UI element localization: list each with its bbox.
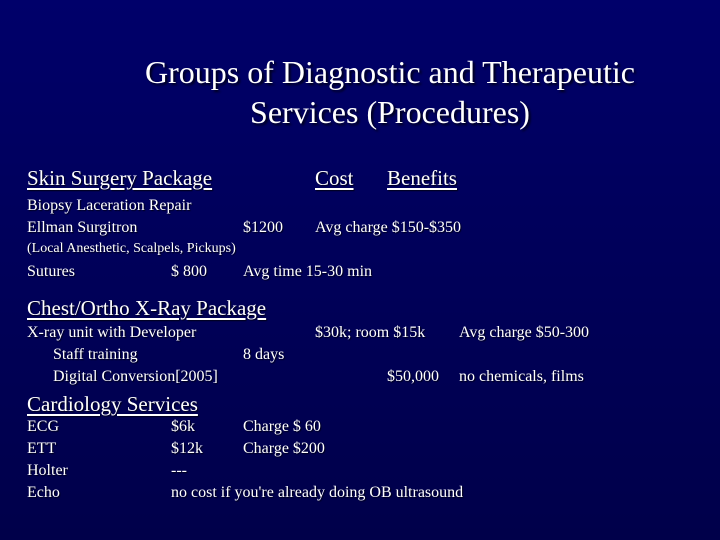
skin-ellman-benefit: Avg charge $150-$350 <box>315 219 462 236</box>
skin-line-biopsy: Biopsy Laceration Repair <box>27 197 192 214</box>
cardio-row-ett-benefit: Charge $200 <box>243 440 325 457</box>
cardio-row-holter-cost: --- <box>171 462 187 479</box>
cardio-row-ecg-cost: $6k <box>171 418 195 435</box>
cardio-row-ecg-item: ECG <box>27 418 59 435</box>
skin-line-anesthetic: (Local Anesthetic, Scalpels, Pickups) <box>27 241 236 256</box>
cost-column-header: Cost <box>315 166 354 190</box>
xray-row-training: Staff training <box>53 346 138 363</box>
skin-ellman-cost: $1200 <box>243 219 283 236</box>
xray-digital-benefit: no chemicals, films <box>459 368 584 385</box>
skin-line-sutures: Sutures <box>27 263 75 280</box>
xray-digital-cost: $50,000 <box>387 368 439 385</box>
slide-title-line-2: Services (Procedures) <box>250 94 530 130</box>
skin-line-ellman: Ellman Surgitron <box>27 219 138 236</box>
benefits-column-header: Benefits <box>387 166 457 190</box>
slide-title-line-1: Groups of Diagnostic and Therapeutic <box>145 54 635 90</box>
skin-surgery-heading: Skin Surgery Package <box>27 166 213 190</box>
skin-sutures-benefit: Avg time 15-30 min <box>243 263 373 280</box>
cardiology-heading: Cardiology Services <box>27 392 198 416</box>
slide-title <box>100 52 680 132</box>
xray-unit-cost: $30k; room $15k <box>315 324 426 341</box>
cardio-row-ett-cost: $12k <box>171 440 203 457</box>
xray-training-value: 8 days <box>243 346 285 363</box>
skin-sutures-cost: $ 800 <box>171 263 207 280</box>
xray-unit-benefit: Avg charge $50-300 <box>459 324 590 341</box>
cardio-row-ecg-benefit: Charge $ 60 <box>243 418 321 435</box>
cardio-row-echo-cost: no cost if you're already doing OB ultrasound <box>171 484 464 501</box>
cardio-row-holter-item: Holter <box>27 462 68 479</box>
xray-row-unit: X-ray unit with Developer <box>27 324 197 341</box>
xray-heading: Chest/Ortho X-Ray Package <box>27 296 267 320</box>
xray-row-digital: Digital Conversion[2005] <box>53 368 218 385</box>
cardio-row-ett-item: ETT <box>27 440 57 457</box>
cardio-row-echo-item: Echo <box>27 484 60 501</box>
